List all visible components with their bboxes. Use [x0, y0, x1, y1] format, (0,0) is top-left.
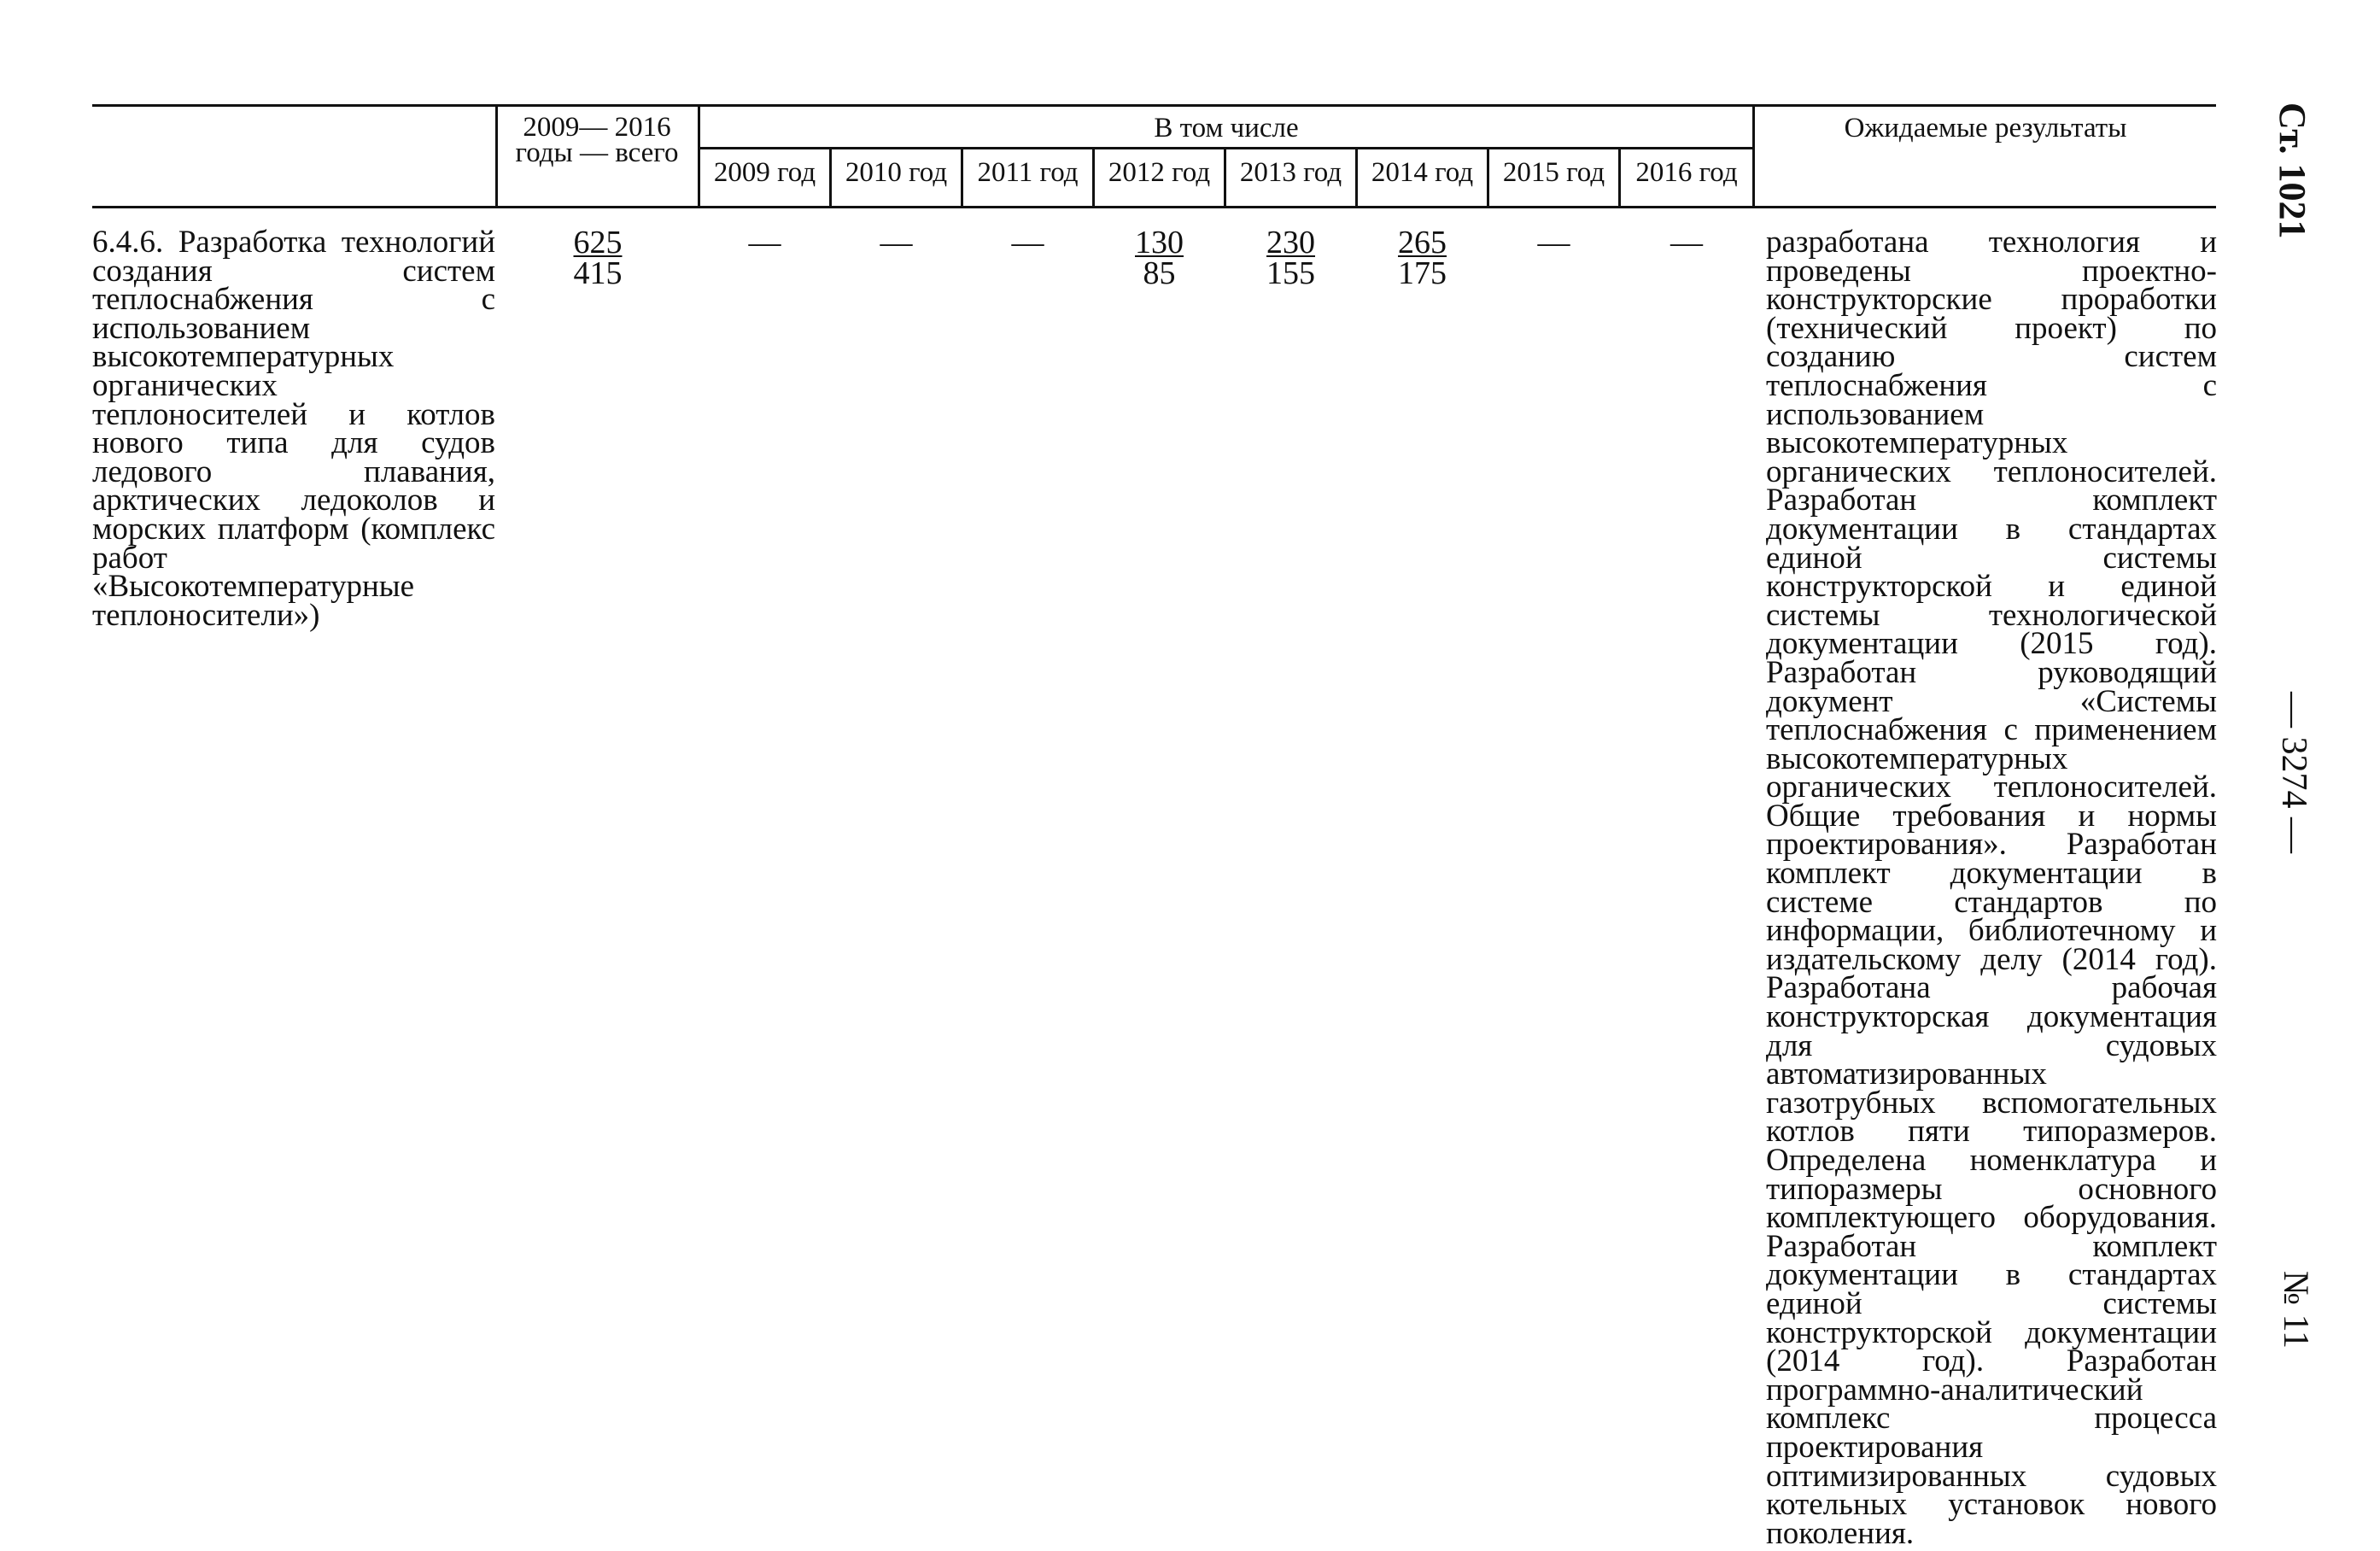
value-2012-bottom: 85	[1143, 255, 1176, 291]
row-title: 6.4.6. Разработка технологий создания систем теплоснабжения с использованием высокотемпературных органических теплоносителей и котлов нового типа для судов ледового плавания, арктических ледоколов и морских платформ (комплекс работ «Высокотемпературные теплоносители»)	[92, 225, 495, 633]
side-issue: № 11	[2276, 1271, 2315, 1349]
header-year-2013: 2013 год	[1239, 157, 1342, 188]
value-2016: —	[1670, 225, 1703, 260]
header-year-2011: 2011 год	[977, 157, 1079, 188]
header-year-2015: 2015 год	[1502, 157, 1605, 188]
value-2015: —	[1537, 225, 1570, 260]
value-2012	[1095, 227, 1224, 289]
value-2012-top: 130	[1135, 225, 1184, 260]
value-2014-top: 265	[1398, 225, 1447, 260]
side-page-number: — 3274 —	[2274, 692, 2313, 853]
value-2010: —	[880, 225, 913, 260]
value-2013-bottom: 155	[1266, 255, 1315, 291]
value-2014	[1358, 227, 1487, 289]
total-value-bottom: 415	[573, 255, 623, 291]
value-2011: —	[1011, 225, 1044, 260]
header-expected-results: Ожидаемые результаты	[1844, 113, 2127, 143]
row-expected-results: разработана технология и проведены проектно-конструкторские проработки (технический проект) по созданию систем теплоснабжения с использованием высокотемпературных органических теплоносителей. Разработан комплект документации в стандартах единой системы конструкторской и единой системы технологической документации (2015 год). Разработан руководящий документ «Системы теплоснабжения с применением высокотемпературных органических теплоносителей. Общие требования и нормы проектирования». Разработан комплект документации в системе стандартов по информации, библиотечному и издательскому делу (2014 год). Разработана рабочая конструкторская документация для судовых автоматизированных газотрубных вспомогательных котлов пяти типоразмеров. Определена номенклатура и типоразмеры основного комплектующего оборудования. Разработан комплект документации в стандартах единой системы конструкторской документации (2014 год). Разработан программно-аналитический комплекс процесса проектирования оптимизированных судовых котельных установок нового поколения.	[1766, 225, 2217, 1551]
value-2009: —	[748, 225, 781, 260]
value-2013-top: 230	[1266, 225, 1315, 260]
header-year-2009: 2009 год	[713, 157, 816, 188]
header-year-2010: 2010 год	[845, 157, 948, 188]
total-value-top: 625	[573, 225, 623, 260]
header-year-2016: 2016 год	[1635, 157, 1738, 188]
header-bottom-rule	[92, 206, 2216, 208]
header-year-2012: 2012 год	[1108, 157, 1211, 188]
total-value	[498, 227, 698, 289]
value-2013	[1226, 227, 1355, 289]
value-2014-bottom: 175	[1398, 255, 1447, 291]
table-top-rule	[92, 104, 2216, 107]
col-divider-title	[495, 104, 498, 207]
year-header-rule	[698, 147, 1755, 149]
header-year-2014: 2014 год	[1371, 157, 1474, 188]
header-total: 2009— 2016 годы — всего	[515, 112, 679, 168]
side-page-ref: Ст. 1021	[2272, 102, 2313, 239]
header-in-total: В том числе	[1154, 113, 1299, 143]
